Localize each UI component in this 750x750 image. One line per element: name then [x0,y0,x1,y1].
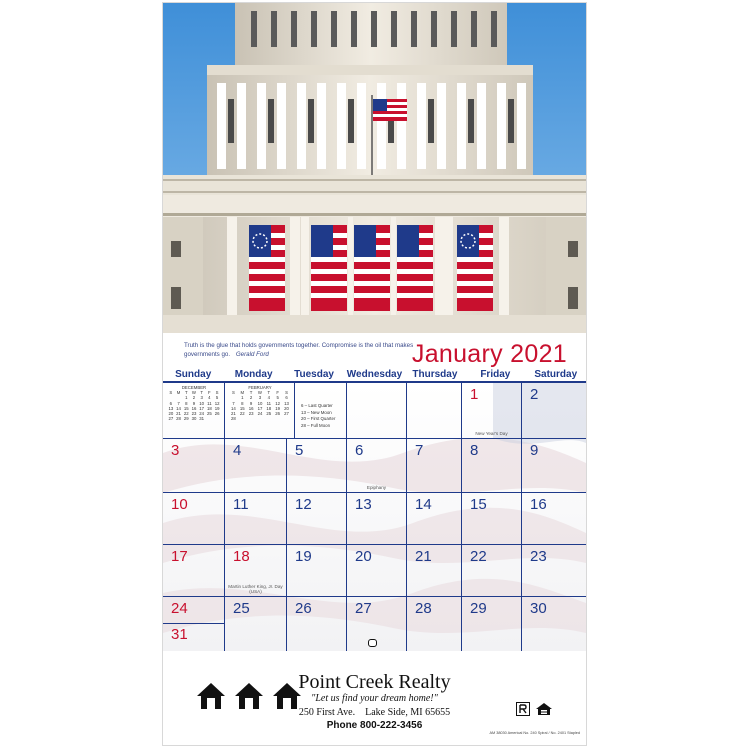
day-cell[interactable] [522,383,586,439]
mini-day: 28 [176,416,181,422]
company-address: 250 First Ave. Lake Side, MI 65655 [298,707,451,718]
realtor-icon [516,702,530,716]
mini-day: 12 [214,400,220,406]
mini-day: 9 [249,400,253,406]
moon-phases-cell [295,383,347,439]
day-number: 27 [355,600,372,617]
mini-day: 25 [266,411,272,417]
mini-day: 27 [168,416,174,422]
mini-day: 11 [207,400,212,406]
mini-day: 7 [232,400,235,406]
mini-day: 13 [168,405,174,411]
day-number: 30 [530,600,547,617]
day-number: 8 [470,442,479,459]
mini-day: 18 [266,405,272,411]
advertiser-footer [163,651,586,745]
weekday-thursday: Thursday [412,369,458,380]
day-number: 2 [530,386,539,403]
quote-author: Gerald Ford [235,350,269,358]
mini-head: S [285,390,288,396]
mini-day: 22 [183,411,189,417]
mini-day: 28 [231,416,236,422]
day-number: 26 [295,600,312,617]
quote-block [184,342,414,359]
day-number: 29 [470,600,487,617]
mini-day: 10 [199,400,205,406]
mini-day [213,416,221,421]
day-number: 22 [470,548,487,565]
mini-day: 1 [241,395,244,401]
day-cell[interactable] [347,493,407,545]
mini-day: 6 [169,400,173,406]
day-number: 4 [233,442,242,459]
mini-day: 4 [267,395,270,401]
mini-day: 11 [266,400,272,406]
mini-day [256,416,265,421]
equal-housing-icon [535,702,553,716]
mini-head: T [200,390,203,396]
mini-day: 7 [177,400,180,406]
moon-phase-item: 6 – Last Quarter [301,403,333,408]
mini-head: S [169,390,173,396]
mini-day: 20 [284,405,289,411]
day-cell[interactable] [407,493,462,545]
day-number: 24 [171,600,188,617]
day-cell[interactable] [163,439,225,493]
day-cell[interactable] [347,439,407,493]
day-number: 23 [530,548,547,565]
day-cell[interactable] [287,545,347,597]
day-cell[interactable] [462,545,522,597]
mini-day [273,416,282,421]
mini-day: 30 [191,416,197,422]
mini-day [238,416,247,421]
day-cell[interactable] [225,597,287,653]
mini-day [206,416,214,421]
day-cell[interactable] [407,439,462,493]
mini-day: 23 [191,411,197,417]
holiday-label: New Year's Day [475,431,508,436]
mini-day: 15 [239,405,245,411]
day-cell[interactable] [522,545,586,597]
weekday-tuesday: Tuesday [294,369,334,380]
capitol-photo [163,3,586,333]
day-cell[interactable] [225,545,287,597]
mini-day: 2 [249,395,253,401]
mini-day [247,416,256,421]
day-cell[interactable] [163,493,225,545]
weekday-saturday: Saturday [534,369,578,380]
day-cell[interactable] [522,439,586,493]
mini-day: 10 [257,400,263,406]
empty-day-cell [407,383,462,439]
mini-day: 3 [258,395,262,401]
mini-day: 15 [183,405,189,411]
day-number: 1 [470,386,479,403]
day-cell[interactable] [163,597,225,653]
mini-head: S [215,390,219,396]
next-month-title: FEBRUARY [248,385,272,390]
day-number: 20 [355,548,372,565]
mini-day: 24 [199,411,205,417]
mini-day: 16 [248,405,254,411]
day-number: 5 [295,442,304,459]
company-slogan: "Let us find your dream home!" [311,693,438,704]
day-number: 11 [233,496,249,513]
mini-day: 26 [275,411,281,417]
moon-phase-item: 28 – Full Moon [301,422,331,428]
weekday-sunday: Sunday [175,369,212,380]
day-number: 25 [233,600,250,617]
mini-day: 22 [239,411,245,417]
mini-day: 23 [248,411,254,417]
mini-day: 12 [275,400,281,406]
holiday-label: Epiphany [366,485,387,490]
mini-day: 1 [185,395,188,401]
hanging-hole [368,639,377,647]
day-cell[interactable] [287,439,347,493]
mini-day: 21 [176,411,181,417]
next-month-table [229,390,291,421]
prev-month-mini-calendar [163,383,225,439]
day-cell[interactable] [287,493,347,545]
day-cell[interactable] [407,545,462,597]
wall-calendar [163,3,586,745]
day-number: 18 [233,548,250,565]
mini-day: 18 [206,405,212,411]
day-number: 28 [415,600,432,617]
month-grid [163,381,586,653]
mini-day: 19 [275,405,281,411]
day-cell[interactable] [407,597,462,653]
mini-day: 8 [185,400,188,406]
weekday-wednesday: Wednesday [346,369,403,380]
day-cell[interactable] [163,545,225,597]
mini-day: 27 [284,411,289,417]
mini-head: M [176,390,181,396]
day-number: 13 [355,496,372,513]
mini-head: T [184,390,188,396]
prev-month-title: DECEMBER [181,385,207,390]
mini-head: S [231,390,235,396]
day-number: 6 [355,442,364,459]
day-number: 21 [415,548,432,565]
weekday-friday: Friday [480,369,511,380]
day-number: 15 [470,496,487,513]
mini-day: 16 [191,405,197,411]
day-cell[interactable] [225,439,287,493]
mini-day: 5 [276,395,279,401]
mini-day: 14 [176,405,181,411]
mini-day: 5 [215,395,219,401]
mini-day: 8 [241,400,244,406]
empty-day-cell [347,383,407,439]
mini-day: 19 [214,405,220,411]
day-cell[interactable] [287,597,347,653]
day-number: 14 [415,496,432,513]
day-cell[interactable] [522,493,586,545]
mini-day: 21 [231,411,236,417]
mini-head: W [191,390,196,396]
moon-phase-item: 13 – New Moon [301,409,332,415]
mini-head: T [267,390,271,396]
mini-day: 20 [168,411,174,417]
mini-day: 6 [285,395,288,401]
mini-day: 13 [284,400,289,406]
mini-day [264,416,273,421]
mini-head: F [276,390,279,396]
day-number: 31 [171,626,188,643]
day-number: 7 [415,442,424,459]
day-number: 16 [530,496,547,513]
prev-month-table [167,390,221,421]
day-cell[interactable] [522,597,586,653]
mini-day: 17 [199,405,205,411]
mini-head: F [208,390,211,396]
mini-day: 26 [214,411,220,417]
mini-day: 14 [231,405,236,411]
day-cell[interactable] [462,493,522,545]
mini-day: 31 [199,416,205,422]
day-number: 17 [171,548,188,565]
mini-day: 2 [192,395,196,401]
quote-text: Truth is the glue that holds governments together. Compromise is the oil that makes governments go. [184,342,414,358]
weekday-header [163,368,586,381]
mini-day: 25 [206,411,212,417]
mini-day: 24 [257,411,263,417]
mini-day: 29 [183,416,189,422]
mini-day: 4 [208,395,211,401]
day-number: 12 [295,496,312,513]
weekday-monday: Monday [234,369,273,380]
capitol-building-image [163,3,586,333]
mini-day: 9 [192,400,196,406]
month-title: January 2021 [411,340,567,368]
day-cell[interactable] [462,383,522,439]
day-number: 9 [530,442,539,459]
company-name: Point Creek Realty [298,671,451,693]
day-cell[interactable] [347,545,407,597]
mini-head: M [240,390,245,396]
day-number: 19 [295,548,312,565]
day-number: 3 [171,442,180,459]
day-cell[interactable] [225,493,287,545]
day-cell[interactable] [462,439,522,493]
day-cell[interactable] [347,597,407,653]
split-cell-divider [163,623,225,624]
fine-print: AM 38030 Americal No. 240 Spiral / No. 2401 Stapled [489,731,580,735]
mini-head: W [257,390,262,396]
mini-day [282,416,291,421]
holiday-label: Martin Luther King, Jr. Day (USA) [228,584,283,594]
mini-day: 17 [257,405,263,411]
moon-phase-item: 20 – First Quarter [301,416,336,421]
mini-day: 3 [200,395,203,401]
next-month-mini-calendar [225,383,295,439]
day-cell[interactable] [462,597,522,653]
mini-head: T [249,390,253,396]
day-number: 10 [171,496,188,513]
company-phone: Phone 800-222-3456 [326,720,423,731]
